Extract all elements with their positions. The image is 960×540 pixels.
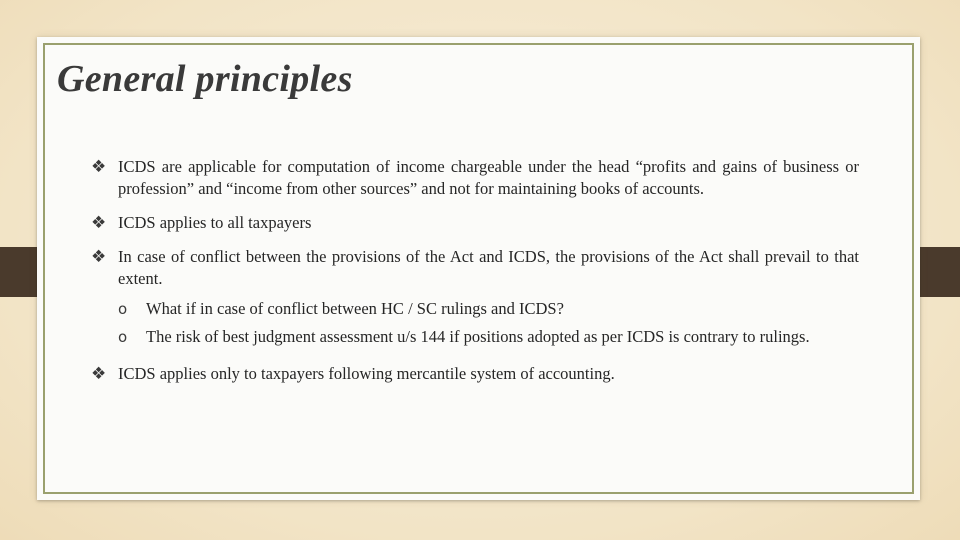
bullet-item <box>91 246 859 290</box>
content-card <box>37 37 920 500</box>
bullet-text: In case of conflict between the provisions of the Act and ICDS, the provisions of the Act shall prevail to that extent. <box>118 247 859 288</box>
sub-bullet-text: What if in case of conflict between HC / SC rulings and ICDS? <box>146 299 564 318</box>
sub-bullet-text: The risk of best judgment assessment u/s 144 if positions adopted as per ICDS is contrary to rulings. <box>146 327 810 346</box>
diamond-bullet-icon: ❖ <box>91 213 107 233</box>
circle-bullet-icon: o <box>118 328 128 346</box>
diamond-bullet-icon: ❖ <box>91 247 107 267</box>
sub-bullet-item <box>118 298 859 320</box>
diamond-bullet-icon: ❖ <box>91 157 107 177</box>
sub-bullet-list <box>91 298 859 348</box>
bullet-text: ICDS applies to all taxpayers <box>118 213 312 232</box>
slide-title: General principles <box>57 58 353 100</box>
bullet-item <box>91 363 859 385</box>
bullet-text: ICDS applies only to taxpayers following mercantile system of accounting. <box>118 364 615 383</box>
circle-bullet-icon: o <box>118 300 128 318</box>
bullet-text: ICDS are applicable for computation of income chargeable under the head “profits and gains of business or profession” and “income from other sources” and not for maintaining books of accounts. <box>118 157 859 198</box>
diamond-bullet-icon: ❖ <box>91 364 107 384</box>
bullet-list <box>91 156 859 385</box>
bullet-item <box>91 212 859 234</box>
bullet-item <box>91 156 859 200</box>
sub-bullet-item <box>118 326 859 348</box>
